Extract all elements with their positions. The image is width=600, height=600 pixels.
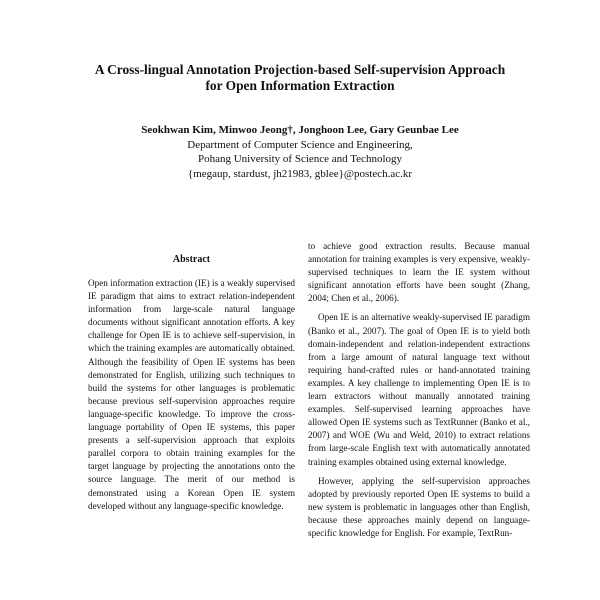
author-block bbox=[40, 123, 560, 181]
body-paragraph-3: However, applying the self-supervision approaches adopted by previously reported Open IE systems to build a new system is problematic in languages other than English, because these approaches mainly depend on language-specific knowledge for English. For example, TextRun- bbox=[308, 475, 530, 538]
right-column bbox=[308, 240, 530, 546]
abstract-text: Open information extraction (IE) is a weakly supervised IE paradigm that aims to extract relation-independent information from large-scale natural language documents without significant annotation efforts. A key challenge for Open IE is to achieve self-supervision, in which the training examples are automatically obtained. Although the feasibility of Open IE systems has been demonstrated for English, utilizing such techniques to build the systems for other languages is problematic because previous self-supervision approaches require language-specific knowledge. To improve the cross-language portability of Open IE systems, this paper presents a self-supervision approach that exploits parallel corpora to obtain training examples for the target language by projecting the annotations onto the source language. The merit of our method is demonstrated using a Korean Open IE system developed without any language-specific knowledge. bbox=[88, 278, 295, 511]
body-paragraph-2: Open IE is an alternative weakly-supervised IE paradigm (Banko et al., 2007). The goal of Open IE is to yield both domain-independent and relation-independent extractions from a large amount of natural language text without requiring hand-crafted rules or hand-annotated training examples. A key challenge to implementing Open IE is to learn extractors without manually annotated training examples. Self-supervised learning approaches have allowed Open IE systems such as TextRunner (Banko et al., 2007) and WOE (Wu and Weld, 2010) to extract relations from large-scale English text with automatically annotated training examples obtained using external knowledge. bbox=[308, 312, 530, 467]
paper-title bbox=[40, 62, 560, 94]
affiliation-line-2: Pohang University of Science and Technology bbox=[197, 153, 402, 165]
abstract-heading: Abstract bbox=[172, 254, 211, 265]
author-names: Seokhwan Kim, Minwoo Jeong†, Jonghoon Lee, Gary Geunbae Lee bbox=[141, 124, 459, 136]
body-paragraph-1: to achieve good extraction results. Because manual annotation for training examples is very expensive, weakly-supervised techniques to learn the IE system without significant annotation efforts have been sought (Zhang, 2004; Chen et al., 2006). bbox=[308, 241, 530, 304]
author-emails: {megaup, stardust, jh21983, gblee}@postech.ac.kr bbox=[187, 167, 413, 180]
affiliation-line-1: Department of Computer Science and Engineering, bbox=[187, 138, 413, 151]
left-column bbox=[88, 253, 295, 513]
title-line-2: for Open Information Extraction bbox=[205, 78, 395, 93]
title-line-1: A Cross-lingual Annotation Projection-based Self-supervision Approach bbox=[94, 62, 506, 77]
